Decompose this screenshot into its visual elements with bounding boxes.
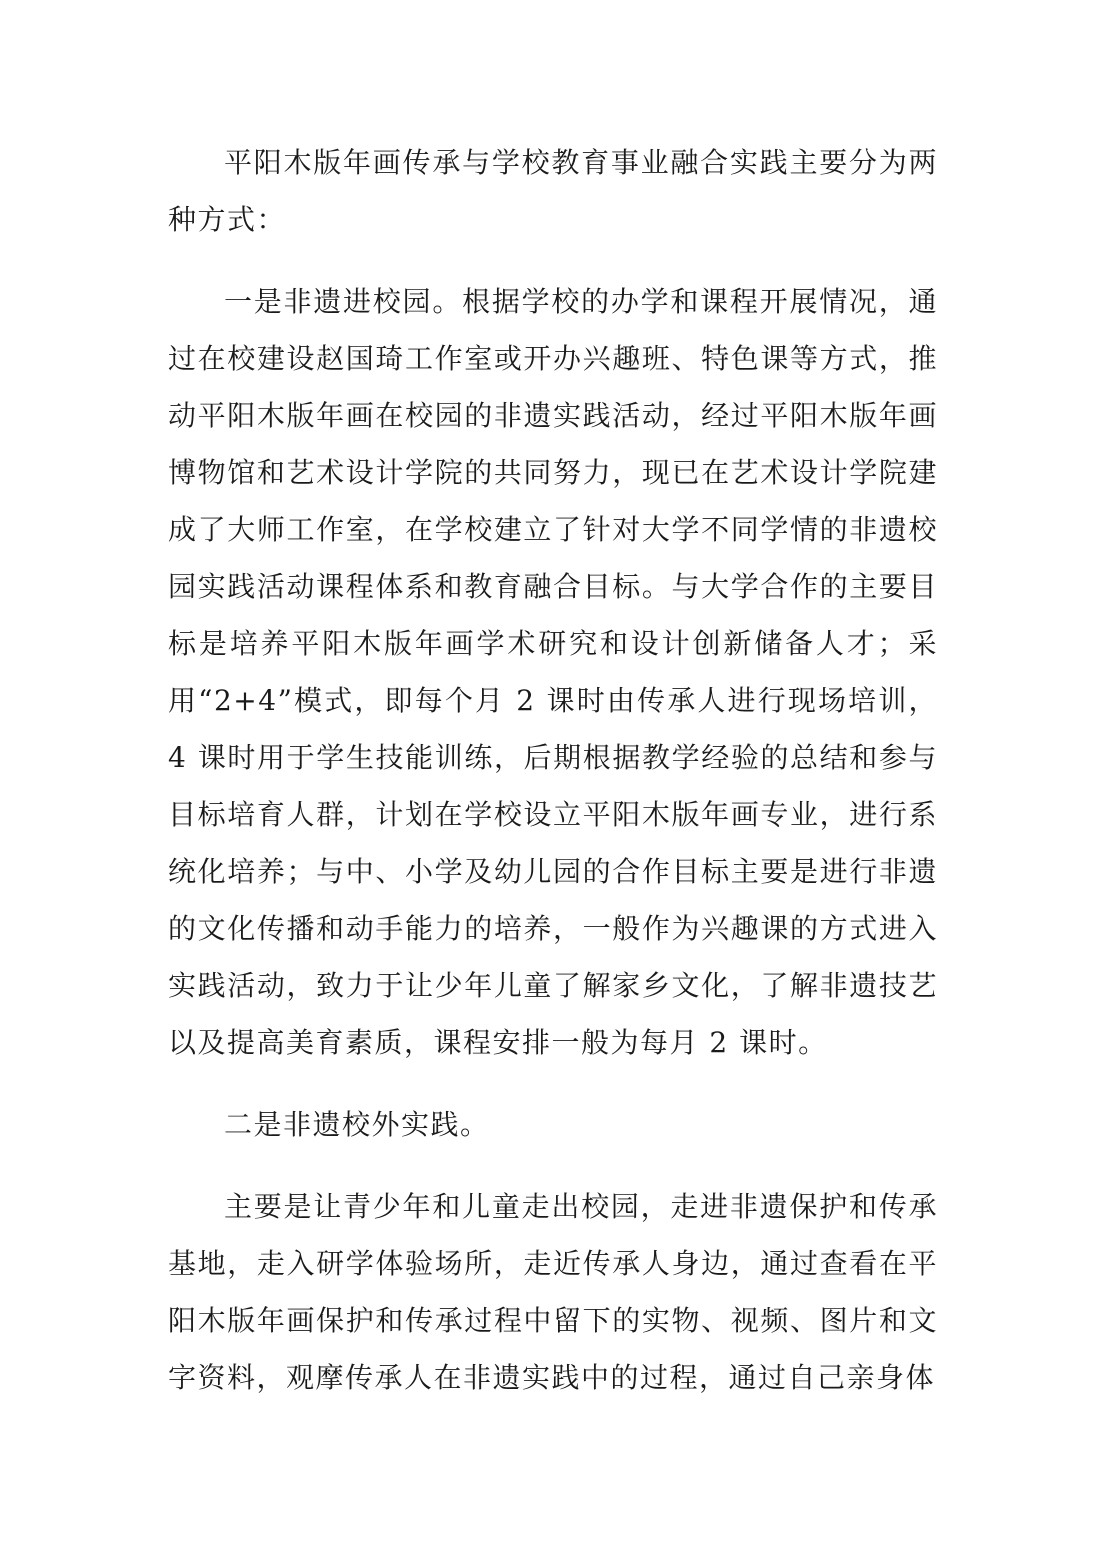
paragraph-campus-heritage: 一是非遗进校园。根据学校的办学和课程开展情况，通过在校建设赵国琦工作室或开办兴趣班、特色课等方式，推动平阳木版年画在校园的非遗实践活动，经过平阳木版年画博物馆和艺术设计学院的共同努力，现已在艺术设计学院建成了大师工作室，在学校建立了针对大学不同学情的非遗校园实践活动课程体系和教育融合目标。与大学合作的主要目标是培养平阳木版年画学术研究和设计创新储备人才；采用“2+4”模式，即每个月 2 课时由传承人进行现场培训，4 课时用于学生技能训练，后期根据教学经验的总结和参与目标培育人群，计划在学校设立平阳木版年画专业，进行系统化培养；与中、小学及幼儿园的合作目标主要是进行非遗的文化传播和动手能力的培养，一般作为兴趣课的方式进入实践活动，致力于让少年儿童了解家乡文化，了解非遗技艺以及提高美育素质，课程安排一般为每月 2 课时。 [168, 285, 938, 1059]
document-body [168, 134, 938, 1431]
paragraph-offcampus-detail: 主要是让青少年和儿童走出校园，走进非遗保护和传承基地，走入研学体验场所，走近传承人身边，通过查看在平阳木版年画保护和传承过程中留下的实物、视频、图片和文字资料，观摩传承人在非遗实践中的过程，通过自己亲身体 [168, 1190, 938, 1394]
paragraph-offcampus-heading: 二是非遗校外实践。 [224, 1108, 490, 1141]
paragraph-intro: 平阳木版年画传承与学校教育事业融合实践主要分为两种方式： [168, 146, 938, 236]
